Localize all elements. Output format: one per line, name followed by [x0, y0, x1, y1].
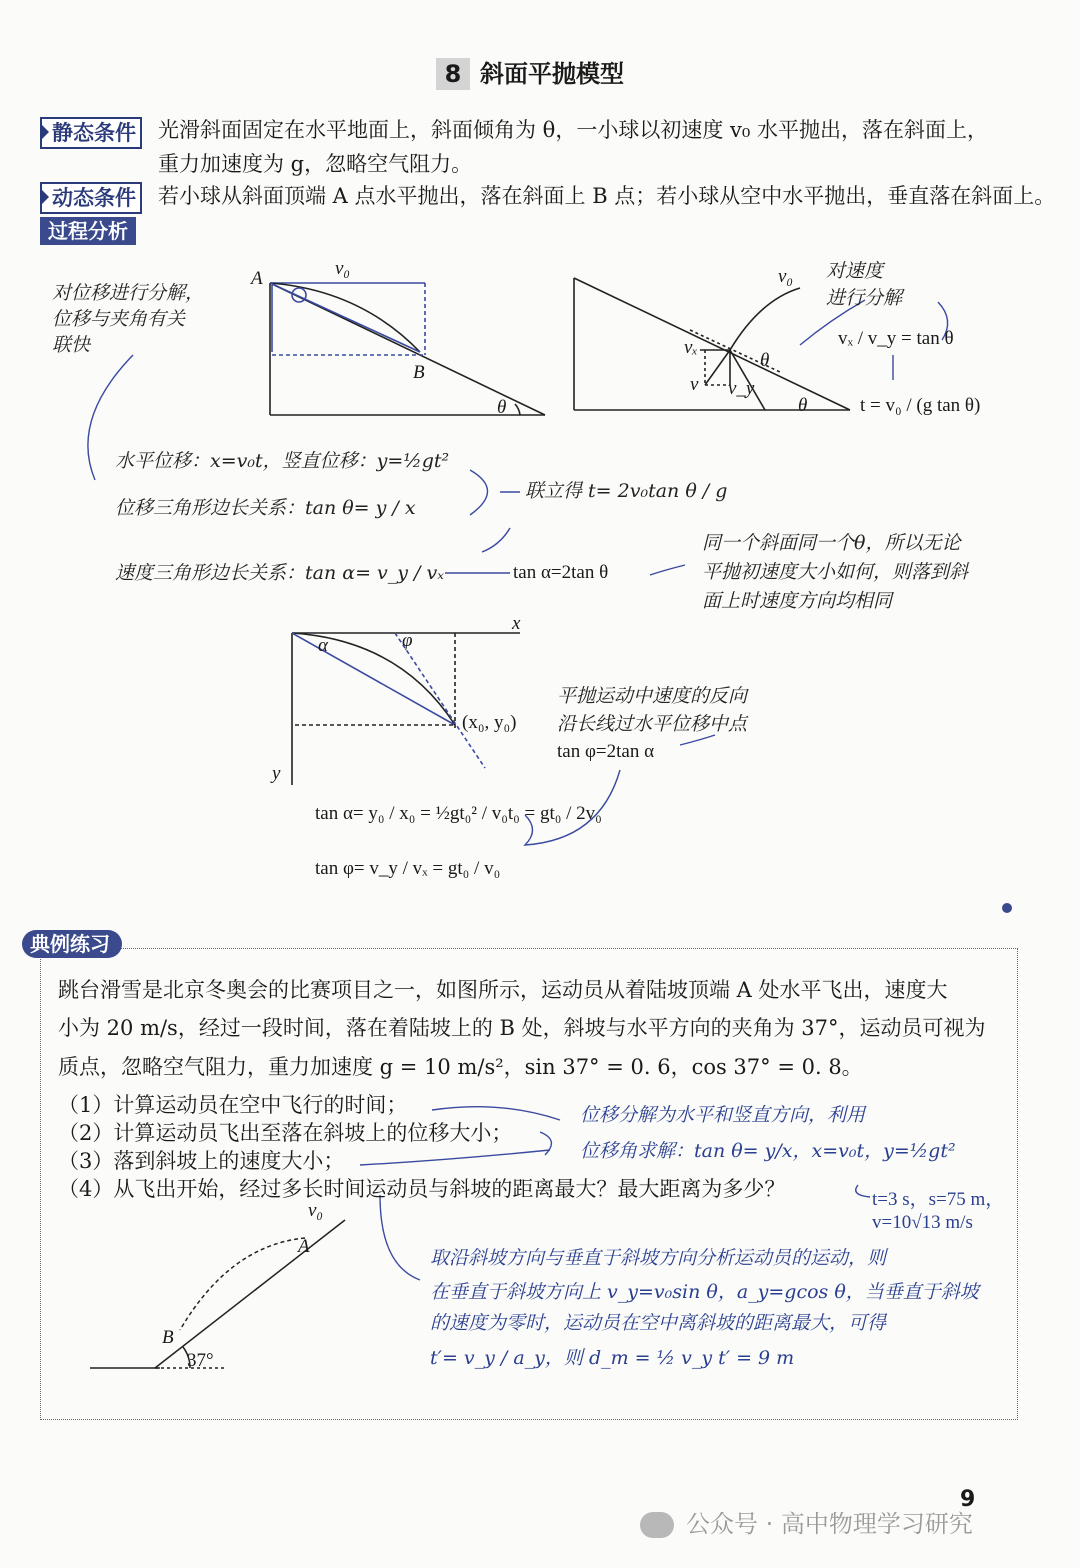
note-t-result: t = v₀ / (g tan θ)	[860, 395, 981, 416]
ski-label-v0: v₀	[308, 1200, 324, 1221]
answer-b-1: 取沿斜坡方向与垂直于斜坡方向分析运动员的运动，则	[430, 1247, 887, 1269]
formula-tan-phi: tan φ= v_y / vₓ = gt₀ / v₀	[315, 858, 501, 879]
ski-label-B: B	[162, 1327, 174, 1348]
answer-note-4: v=10√13 m/s	[872, 1212, 973, 1233]
fig1-label-A: A	[251, 268, 263, 289]
note-vel-1: 对速度	[826, 260, 884, 282]
answer-note-3: t=3 s，s=75 m，	[872, 1189, 1005, 1210]
note-vel-tri: 速度三角形边长关系：tan α= v_y / vₓ	[115, 562, 444, 584]
question-4: （4）从飞出开始，经过多长时间运动员与斜坡的距离最大？最大距离为多少？	[58, 1177, 786, 1201]
note-lianli: 联立得 t= 2v₀tan θ / g	[525, 480, 728, 502]
formula-tan-alpha: tan α= y₀ / x₀ = ½gt₀² / v₀t₀ = gt₀ / 2v₀	[315, 803, 602, 824]
note-disp-2: 位移与夹角有关	[52, 308, 186, 330]
note-same-2: 平抛初速度大小如何，则落到斜	[702, 561, 969, 583]
answer-b-4: t′= v_y / a_y，则 d_m = ½ v_y t′ = 9 m	[430, 1347, 795, 1369]
watermark-text: 公众号 · 高中物理学习研究	[686, 1510, 973, 1538]
ski-label-angle: 37°	[187, 1350, 214, 1371]
fig3-label-point: (x₀, y₀)	[462, 712, 517, 733]
question-2: （2）计算运动员飞出至落在斜坡上的位移大小；	[58, 1121, 513, 1145]
ski-label-A: A	[298, 1236, 310, 1257]
wechat-icon	[640, 1512, 674, 1538]
fig2-label-vx: vₓ	[684, 337, 698, 358]
fig1-label-theta: θ	[497, 397, 507, 418]
example-paragraph-2: 小为 20 m/s，经过一段时间，落在着陆坡上的 B 处，斜坡与水平方向的夹角为 37°，运动员可视为	[58, 1016, 986, 1040]
fig2-label-theta1: θ	[760, 350, 770, 371]
fig2-label-vy: v_y	[728, 378, 755, 399]
note-same-1: 同一个斜面同一个θ，所以无论	[702, 532, 961, 554]
process-analysis-tag: 过程分析	[40, 217, 136, 245]
answer-b-3: 的速度为零时，运动员在空中离斜坡的距离最大，可得	[430, 1312, 887, 1334]
note-disp-tri: 位移三角形边长关系：tan θ= y / x	[115, 497, 416, 519]
note-vel-ratio: vₓ / v_y = tan θ	[838, 328, 954, 349]
fig2-label-v0: v₀	[778, 266, 794, 287]
fig3-label-x: x	[512, 613, 521, 634]
note-disp-1: 对位移进行分解，	[52, 282, 205, 304]
static-condition-line1: 光滑斜面固定在水平地面上，斜面倾角为 θ，一小球以初速度 v₀ 水平抛出，落在斜面上，	[158, 118, 988, 142]
dynamic-condition-text: 若小球从斜面顶端 A 点水平抛出，落在斜面上 B 点；若小球从空中水平抛出，垂直落在斜面上。	[158, 184, 1056, 208]
answer-b-2: 在垂直于斜坡方向上 v_y=v₀sin θ，a_y=gcos θ，当垂直于斜坡	[430, 1281, 979, 1303]
example-paragraph-1: 跳台滑雪是北京冬奥会的比赛项目之一，如图所示，运动员从着陆坡顶端 A 处水平飞出，速度大	[58, 978, 948, 1002]
question-1: （1）计算运动员在空中飞行的时间；	[58, 1093, 408, 1117]
note-disp-3: 联快	[52, 334, 91, 356]
page-number: 9	[960, 1487, 976, 1512]
fig1-label-v0: v₀	[335, 258, 351, 279]
fig2-label-theta2: θ	[798, 395, 808, 416]
example-paragraph-3: 质点，忽略空气阻力，重力加速度 g = 10 m/s²，sin 37° = 0. 6，cos 37° = 0. 8。	[58, 1055, 863, 1079]
fig2-label-v: v	[690, 374, 699, 395]
fig3-label-y: y	[272, 763, 281, 784]
note-reverse-1: 平抛运动中速度的反向	[557, 685, 748, 707]
static-condition-line2: 重力加速度为 g，忽略空气阻力。	[158, 152, 473, 176]
dynamic-condition-tag: 动态条件	[40, 182, 142, 214]
note-same-3: 面上时速度方向均相同	[702, 590, 893, 612]
fig3-label-alpha: α	[318, 635, 328, 656]
static-condition-tag: 静态条件	[40, 117, 142, 149]
figure-incline-displacement	[270, 283, 545, 415]
note-reverse-2: 沿长线过水平位移中点	[557, 713, 748, 735]
figure-incline-velocity	[574, 278, 850, 410]
section-number: 8	[436, 58, 470, 90]
page-title: 斜面平抛模型	[480, 60, 624, 88]
fig3-label-phi: φ	[402, 630, 413, 651]
note-vel-2: 进行分解	[826, 287, 903, 309]
example-tag: 典例练习	[22, 930, 122, 958]
answer-note-2: 位移角求解：tan θ= y/x，x=v₀t，y=½gt²	[580, 1140, 956, 1162]
answer-note-1: 位移分解为水平和竖直方向，利用	[580, 1104, 866, 1126]
note-alpha-rel: tan α=2tan θ	[513, 562, 609, 583]
bullet-dot	[1002, 903, 1012, 913]
fig1-label-B: B	[413, 362, 425, 383]
question-3: （3）落到斜坡上的速度大小；	[58, 1149, 345, 1173]
note-h-disp: 水平位移：x=v₀t，竖直位移：y=½gt²	[115, 450, 450, 472]
note-phi-rel: tan φ=2tan α	[557, 741, 655, 762]
